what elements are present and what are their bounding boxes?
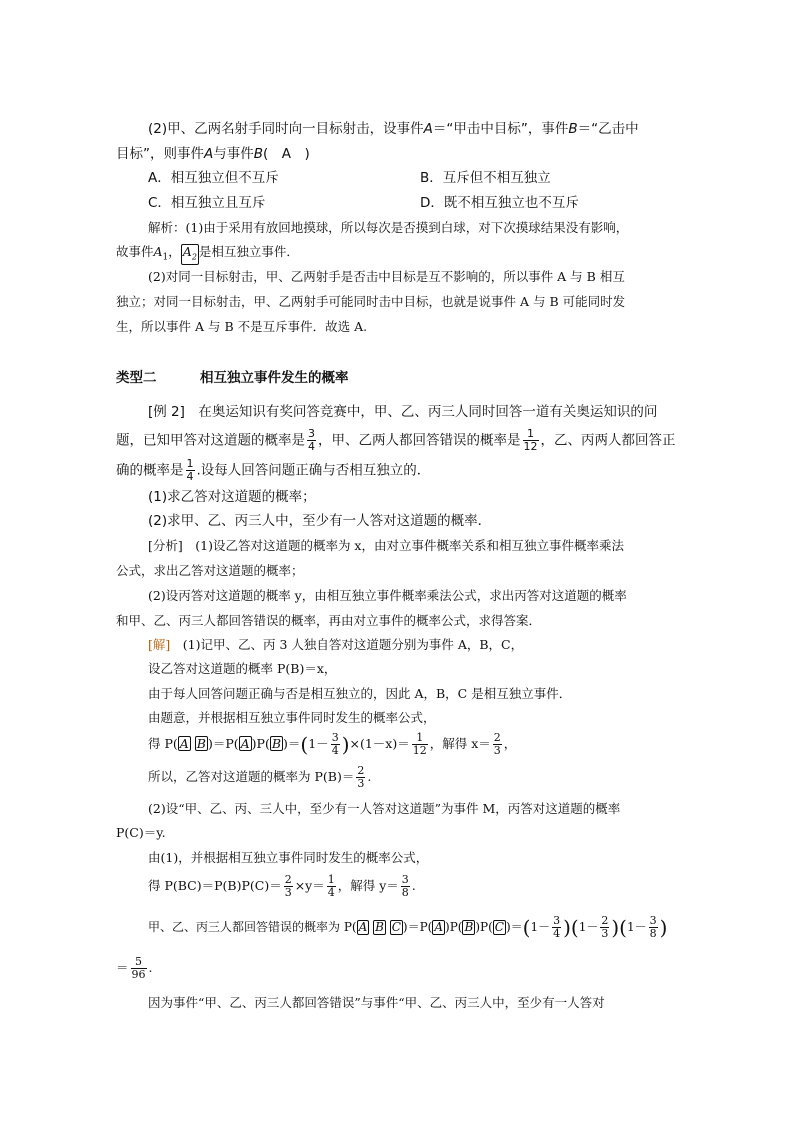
solution-1-line-1: 解析：(1)由于采用有放回地摸球，所以每次是否摸到白球，对下次摸球结果没有影响，	[148, 220, 629, 235]
fraction: $\frac{1}{4}$	[186, 457, 194, 483]
solution-2-line-1: [解] (1)记甲、乙、丙 3 人独自答对这道题分别为事件 A，B，C，	[148, 637, 524, 652]
solution-1-line-4: 独立；对同一目标射击，甲、乙两射手可能同时击中目标，也就是说事件 A 与 B 可能同时发	[116, 294, 626, 309]
example-2-question-2: (2)求甲、乙、丙三人中，至少有一人答对这道题的概率．	[148, 513, 492, 529]
solution-2-line-12: ＝ $\frac{5}{96}$ .	[116, 955, 153, 981]
solution-2-line-6: 所以，乙答对这道题的概率为 P(B)＝ $\frac{2}{3}$ .	[148, 764, 372, 790]
solution-2-line-2: 设乙答对这道题的概率 P(B)＝x，	[148, 661, 337, 676]
section-title: 相互独立事件发生的概率	[200, 370, 349, 386]
solution-1-line-3: (2)对同一目标射击，甲、乙两射手是否击中目标是互不影响的，所以事件 A 与 B 相互	[148, 269, 625, 284]
boxed-a2-symbol: $A_2$	[181, 244, 199, 265]
solution-2-line-11: 甲、乙、丙三人都回答错误的概率为 P( A B C )＝P( A )P( B )P( C )＝(1－ $\frac{3}{4}$ )(1－ $\frac{2}{3}$ )(1－ $\frac{3}{8}$ )	[148, 914, 668, 940]
solution-2-equation-2: 得 P(BC)＝P(B)P(C)＝ $\frac{2}{3}$ ×y＝ $\frac{1}{4}$ ，解得 y＝ $\frac{3}{8}$ .	[148, 873, 416, 899]
solution-1-line-2: 故事件$A_1$， $A_2$ 是相互独立事件．	[116, 244, 299, 263]
solution-2-equation-1: 得 P( A B )＝P( A )P( B )＝(1－ $\frac{3}{4}$ )×(1－x)＝ $\frac{1}{12}$ ，解得 x＝ $\frac{2}{3}$ ，	[148, 731, 517, 757]
solution-1-line-5: 生，所以事件 A 与 B 不是互斥事件．故选 A.	[116, 319, 368, 334]
analysis-line-3: (2)设丙答对这道题的概率 y，由相互独立事件概率乘法公式，求出丙答对这道题的概率	[148, 588, 627, 603]
solution-tag: [解]	[148, 637, 171, 652]
solution-2-line-9: 由(1)，并根据相互独立事件同时发生的概率公式，	[148, 850, 429, 865]
analysis-line-4: 和甲、乙、丙三人都回答错误的概率，再由对立事件的概率公式，求得答案．	[116, 613, 542, 628]
option-b: B．互斥但不相互独立	[420, 170, 551, 186]
analysis-line-2: 公式，求出乙答对这道题的概率；	[116, 563, 304, 578]
option-c: C．相互独立且互斥	[148, 195, 266, 211]
fraction: $\frac{1}{12}$	[523, 427, 538, 453]
solution-2-line-4: 由题意，并根据相互独立事件同时发生的概率公式，	[148, 710, 436, 725]
solution-2-line-13: 因为事件“甲、乙、丙三人都回答错误”与事件“甲、乙、丙三人中，至少有一人答对	[148, 995, 605, 1010]
section-label: 类型二	[116, 370, 157, 386]
example-2-question-1: (1)求乙答对这道题的概率；	[148, 489, 316, 505]
example-2-line-3: 确的概率是 $\frac{1}{4}$ .设每人回答问题正确与否相互独立的．	[116, 457, 431, 483]
question-2-line-1: (2)甲、乙两名射手同时向一目标射击，设事件A＝“甲击中目标”，事件B＝“乙击中	[148, 121, 639, 137]
example-2-line-1: [例 2] 在奥运知识有奖问答竞赛中，甲、乙、丙三人同时回答一道有关奥运知识的问	[148, 404, 658, 420]
solution-2-line-3: 由于每人回答问题正确与否是相互独立的，因此 A，B，C 是相互独立事件．	[148, 686, 572, 701]
fraction: $\frac{3}{4}$	[308, 427, 315, 453]
question-2-line-2: 目标”，则事件A与事件B( A )	[116, 146, 310, 162]
option-d: D．既不相互独立也不互斥	[420, 195, 579, 211]
example-2-line-2: 题，已知甲答对这道题的概率是 $\frac{3}{4}$ ，甲、乙两人都回答错误的概率是 $\frac{1}{12}$ ，乙、丙两人都回答正	[116, 427, 676, 453]
solution-2-line-8: P(C)＝y.	[116, 825, 166, 840]
solution-2-line-7: (2)设“甲、乙、丙、三人中，至少有一人答对这道题”为事件 M，丙答对这道题的概率	[148, 801, 621, 816]
option-a: A．相互独立但不互斥	[148, 170, 279, 186]
analysis-line-1: [分析] (1)设乙答对这道题的概率为 x，由对立事件概率关系和相互独立事件概率乘法	[148, 538, 624, 553]
